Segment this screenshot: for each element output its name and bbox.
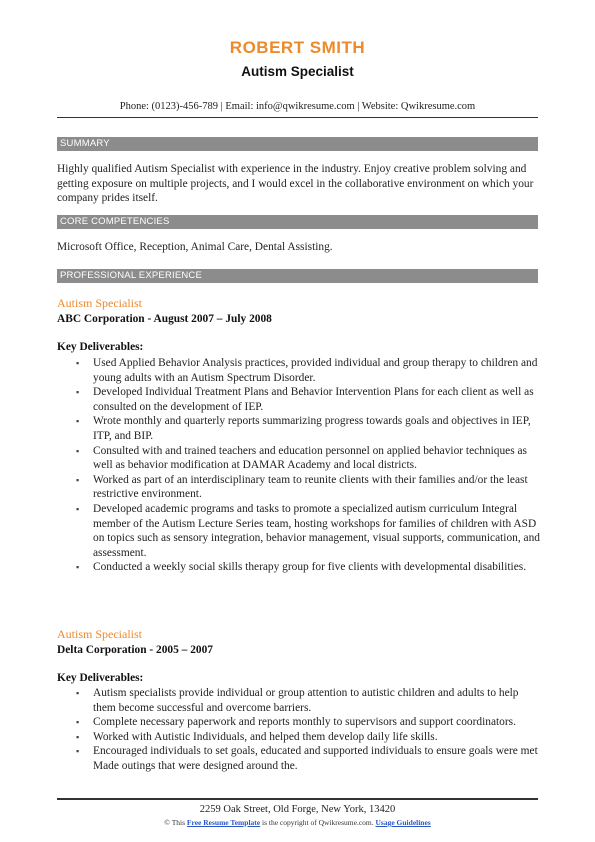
section-header-experience: PROFESSIONAL EXPERIENCE (57, 269, 538, 283)
deliverables-list (57, 686, 540, 774)
footer-address: 2259 Oak Street, Old Forge, New York, 13420 (199, 804, 396, 815)
bullet-icon: ▪ (76, 746, 80, 757)
list-item: ▪ Developed academic programs and tasks to promote a specialized autism curriculum Integral member of the Autism Lecture Series team, hosting workshops for families of children with ASD on topics such as sensory integration, behavior management, visual supports, communication, and assessment. (76, 502, 540, 559)
list-item: ▪ Worked as part of an interdisciplinary team to reunite clients with their families and/or the least restrictive environment. (76, 473, 528, 501)
candidate-title: Autism Specialist (241, 64, 354, 79)
bullet-icon: ▪ (76, 416, 80, 427)
free-resume-template-link[interactable]: Free Resume Template (186, 818, 261, 827)
footer-copyright: © This Free Resume Template is the copyright of Qwikresume.com. Usage Guidelines (164, 818, 431, 827)
bullet-icon: ▪ (76, 688, 80, 698)
footer-divider (57, 798, 538, 800)
bullet-icon: ▪ (76, 717, 80, 728)
competencies-text: Microsoft Office, Reception, Animal Care, Dental Assisting. (57, 241, 333, 253)
header-divider (57, 117, 538, 118)
bullet-icon: ▪ (76, 445, 80, 456)
job-title: Autism Specialist (57, 296, 142, 310)
job-company: ABC Corporation - August 2007 – July 2008 (57, 313, 272, 325)
section-header-summary: SUMMARY (57, 137, 538, 151)
list-item: ▪ Encouraged individuals to set goals, educated and supported individuals to ensure goals were met Made outings that were designed around the. (76, 745, 538, 772)
bullet-icon: ▪ (76, 731, 80, 742)
summary-text: Highly qualified Autism Specialist with experience in the industry. Enjoy creative problem solving and getting exposure on multiple projects, and I would excel in the collaborative environment on which your company prides itself. (57, 163, 534, 205)
usage-guidelines-link[interactable]: Usage Guidelines (375, 818, 431, 827)
list-item: ▪ Worked with Autistic Individuals, and helped them develop daily life skills. (76, 730, 438, 743)
bullet-icon: ▪ (76, 562, 80, 573)
list-item: ▪ Complete necessary paperwork and reports monthly to supervisors and support coordinators. (76, 716, 516, 729)
bullet-icon: ▪ (76, 358, 80, 368)
job-company: Delta Corporation - 2005 – 2007 (57, 644, 213, 656)
key-deliverables-label: Key Deliverables: (57, 672, 144, 684)
list-item: ▪ Used Applied Behavior Analysis practices, provided individual and group therapy to children and young adults with an Autism Spectrum Disorder. (76, 357, 538, 384)
deliverables-list (57, 356, 540, 575)
list-item: ▪ Consulted with and trained teachers and education personnel on applied behavior techniques as well as behavior modification at DAMAR Academy and local districts. (76, 444, 527, 472)
list-item: ▪ Autism specialists provide individual or group attention to autistic children and adults to help them become successful and overcome barriers. (76, 687, 519, 714)
job-title: Autism Specialist (57, 627, 142, 641)
section-header-competencies: CORE COMPETENCIES (57, 215, 538, 229)
key-deliverables-label: Key Deliverables: (57, 341, 144, 353)
list-item: ▪ Wrote monthly and quarterly reports summarizing progress towards goals and objectives in IEP, ITP, and BIP. (76, 415, 531, 442)
list-item: ▪ Conducted a weekly social skills therapy group for five clients with developmental disabilities. (76, 561, 527, 574)
bullet-icon: ▪ (76, 474, 80, 485)
candidate-name: ROBERT SMITH (229, 38, 366, 57)
contact-line: Phone: (0123)-456-789 | Email: info@qwikresume.com | Website: Qwikresume.com (119, 101, 476, 112)
bullet-icon: ▪ (76, 387, 80, 398)
bullet-icon: ▪ (76, 503, 80, 514)
list-item: ▪ Developed Individual Treatment Plans and Behavior Intervention Plans for each client as well as consulted on the development of IEP. (76, 386, 534, 413)
